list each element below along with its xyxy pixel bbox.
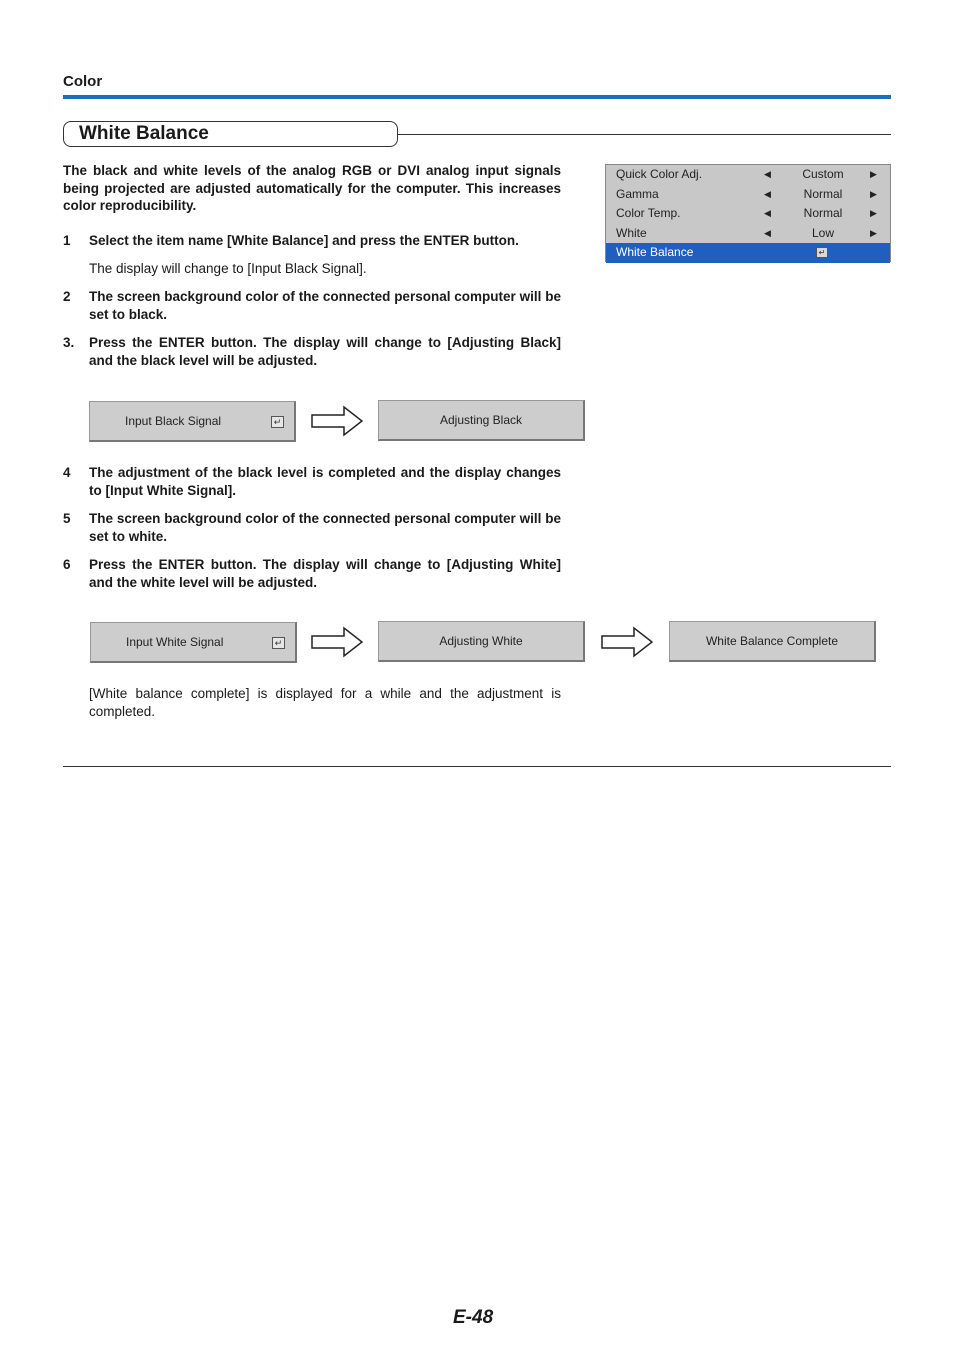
menu-row-label: White (616, 225, 647, 240)
step-number: 1 (63, 233, 71, 248)
step-text: Select the item name [White Balance] and press the ENTER button. (89, 233, 519, 248)
intro-paragraph: The black and white levels of the analog RGB or DVI analog input signals being projected are adjusted automatically for the computer. This increases color reproducibility. (63, 163, 561, 213)
page-title: White Balance (63, 121, 398, 147)
step-text: The screen background color of the connected personal computer will be set to white. (89, 511, 561, 544)
step-6 (63, 556, 561, 592)
left-arrow-icon: ◀ (764, 188, 771, 199)
step-number: 2 (63, 289, 71, 304)
osd-label: White Balance Complete (705, 634, 839, 648)
right-arrow-icon: ▶ (870, 169, 877, 179)
section-label: Color (63, 73, 103, 90)
right-arrow-icon (311, 405, 363, 437)
color-menu (605, 164, 891, 262)
step-2 (63, 288, 561, 324)
enter-icon: ↵ (816, 247, 828, 258)
menu-row-label: Color Temp. (616, 206, 681, 220)
title-rule (398, 134, 891, 135)
osd-label: Adjusting White (439, 634, 523, 648)
step-number: 5 (63, 511, 71, 526)
left-arrow-icon: ◀ (764, 227, 771, 238)
step-1 (63, 232, 561, 250)
step-3 (63, 334, 561, 370)
enter-icon: ↵ (271, 416, 284, 428)
bottom-rule (63, 766, 891, 767)
menu-row-value: Normal (803, 186, 843, 201)
right-arrow-icon (311, 626, 363, 658)
section-rule (63, 95, 891, 99)
page-number: E-48 (453, 1307, 494, 1328)
step-number: 6 (63, 557, 71, 572)
menu-row-value: Normal (803, 206, 843, 220)
right-arrow-icon: ▶ (870, 188, 877, 199)
menu-row-label: Quick Color Adj. (616, 167, 703, 181)
menu-row-quick-color[interactable] (606, 165, 890, 185)
menu-row-gamma[interactable] (606, 185, 890, 205)
menu-row-label: White Balance (616, 245, 694, 259)
menu-row-value: Custom (802, 167, 844, 181)
osd-label: Adjusting Black (439, 413, 523, 427)
osd-adjusting-black (378, 400, 585, 441)
step-text: The screen background color of the connected personal computer will be set to black. (89, 289, 561, 322)
step-4 (63, 464, 561, 500)
menu-row-label: Gamma (616, 186, 659, 201)
final-note: [White balance complete] is displayed for a while and the adjustment is completed. (89, 686, 561, 719)
menu-row-color-temp[interactable] (606, 204, 890, 224)
right-arrow-icon (601, 626, 653, 658)
menu-row-value: Low (811, 225, 834, 240)
right-arrow-icon: ▶ (870, 208, 877, 218)
osd-input-white-signal (90, 622, 297, 663)
left-arrow-icon: ◀ (764, 169, 771, 179)
right-arrow-icon: ▶ (870, 227, 877, 238)
menu-row-white-balance[interactable] (606, 243, 890, 263)
osd-label: Input White Signal (126, 635, 224, 649)
osd-white-balance-complete (669, 621, 876, 662)
osd-input-black-signal (89, 401, 296, 442)
step-5 (63, 510, 561, 546)
left-arrow-icon: ◀ (764, 208, 771, 218)
step-text: Press the ENTER button. The display will change to [Adjusting White] and the white level will be adjusted. (89, 557, 561, 590)
osd-label: Input Black Signal (125, 414, 222, 428)
menu-row-white[interactable] (606, 224, 890, 244)
osd-adjusting-white (378, 621, 585, 662)
step-1-note: The display will change to [Input Black Signal]. (89, 261, 367, 276)
step-text: The adjustment of the black level is completed and the display changes to [Input White Signal]. (89, 465, 561, 498)
step-text: Press the ENTER button. The display will change to [Adjusting Black] and the black level will be adjusted. (89, 335, 561, 368)
step-number: 3. (63, 335, 75, 350)
enter-icon: ↵ (272, 637, 285, 649)
step-number: 4 (63, 465, 71, 480)
